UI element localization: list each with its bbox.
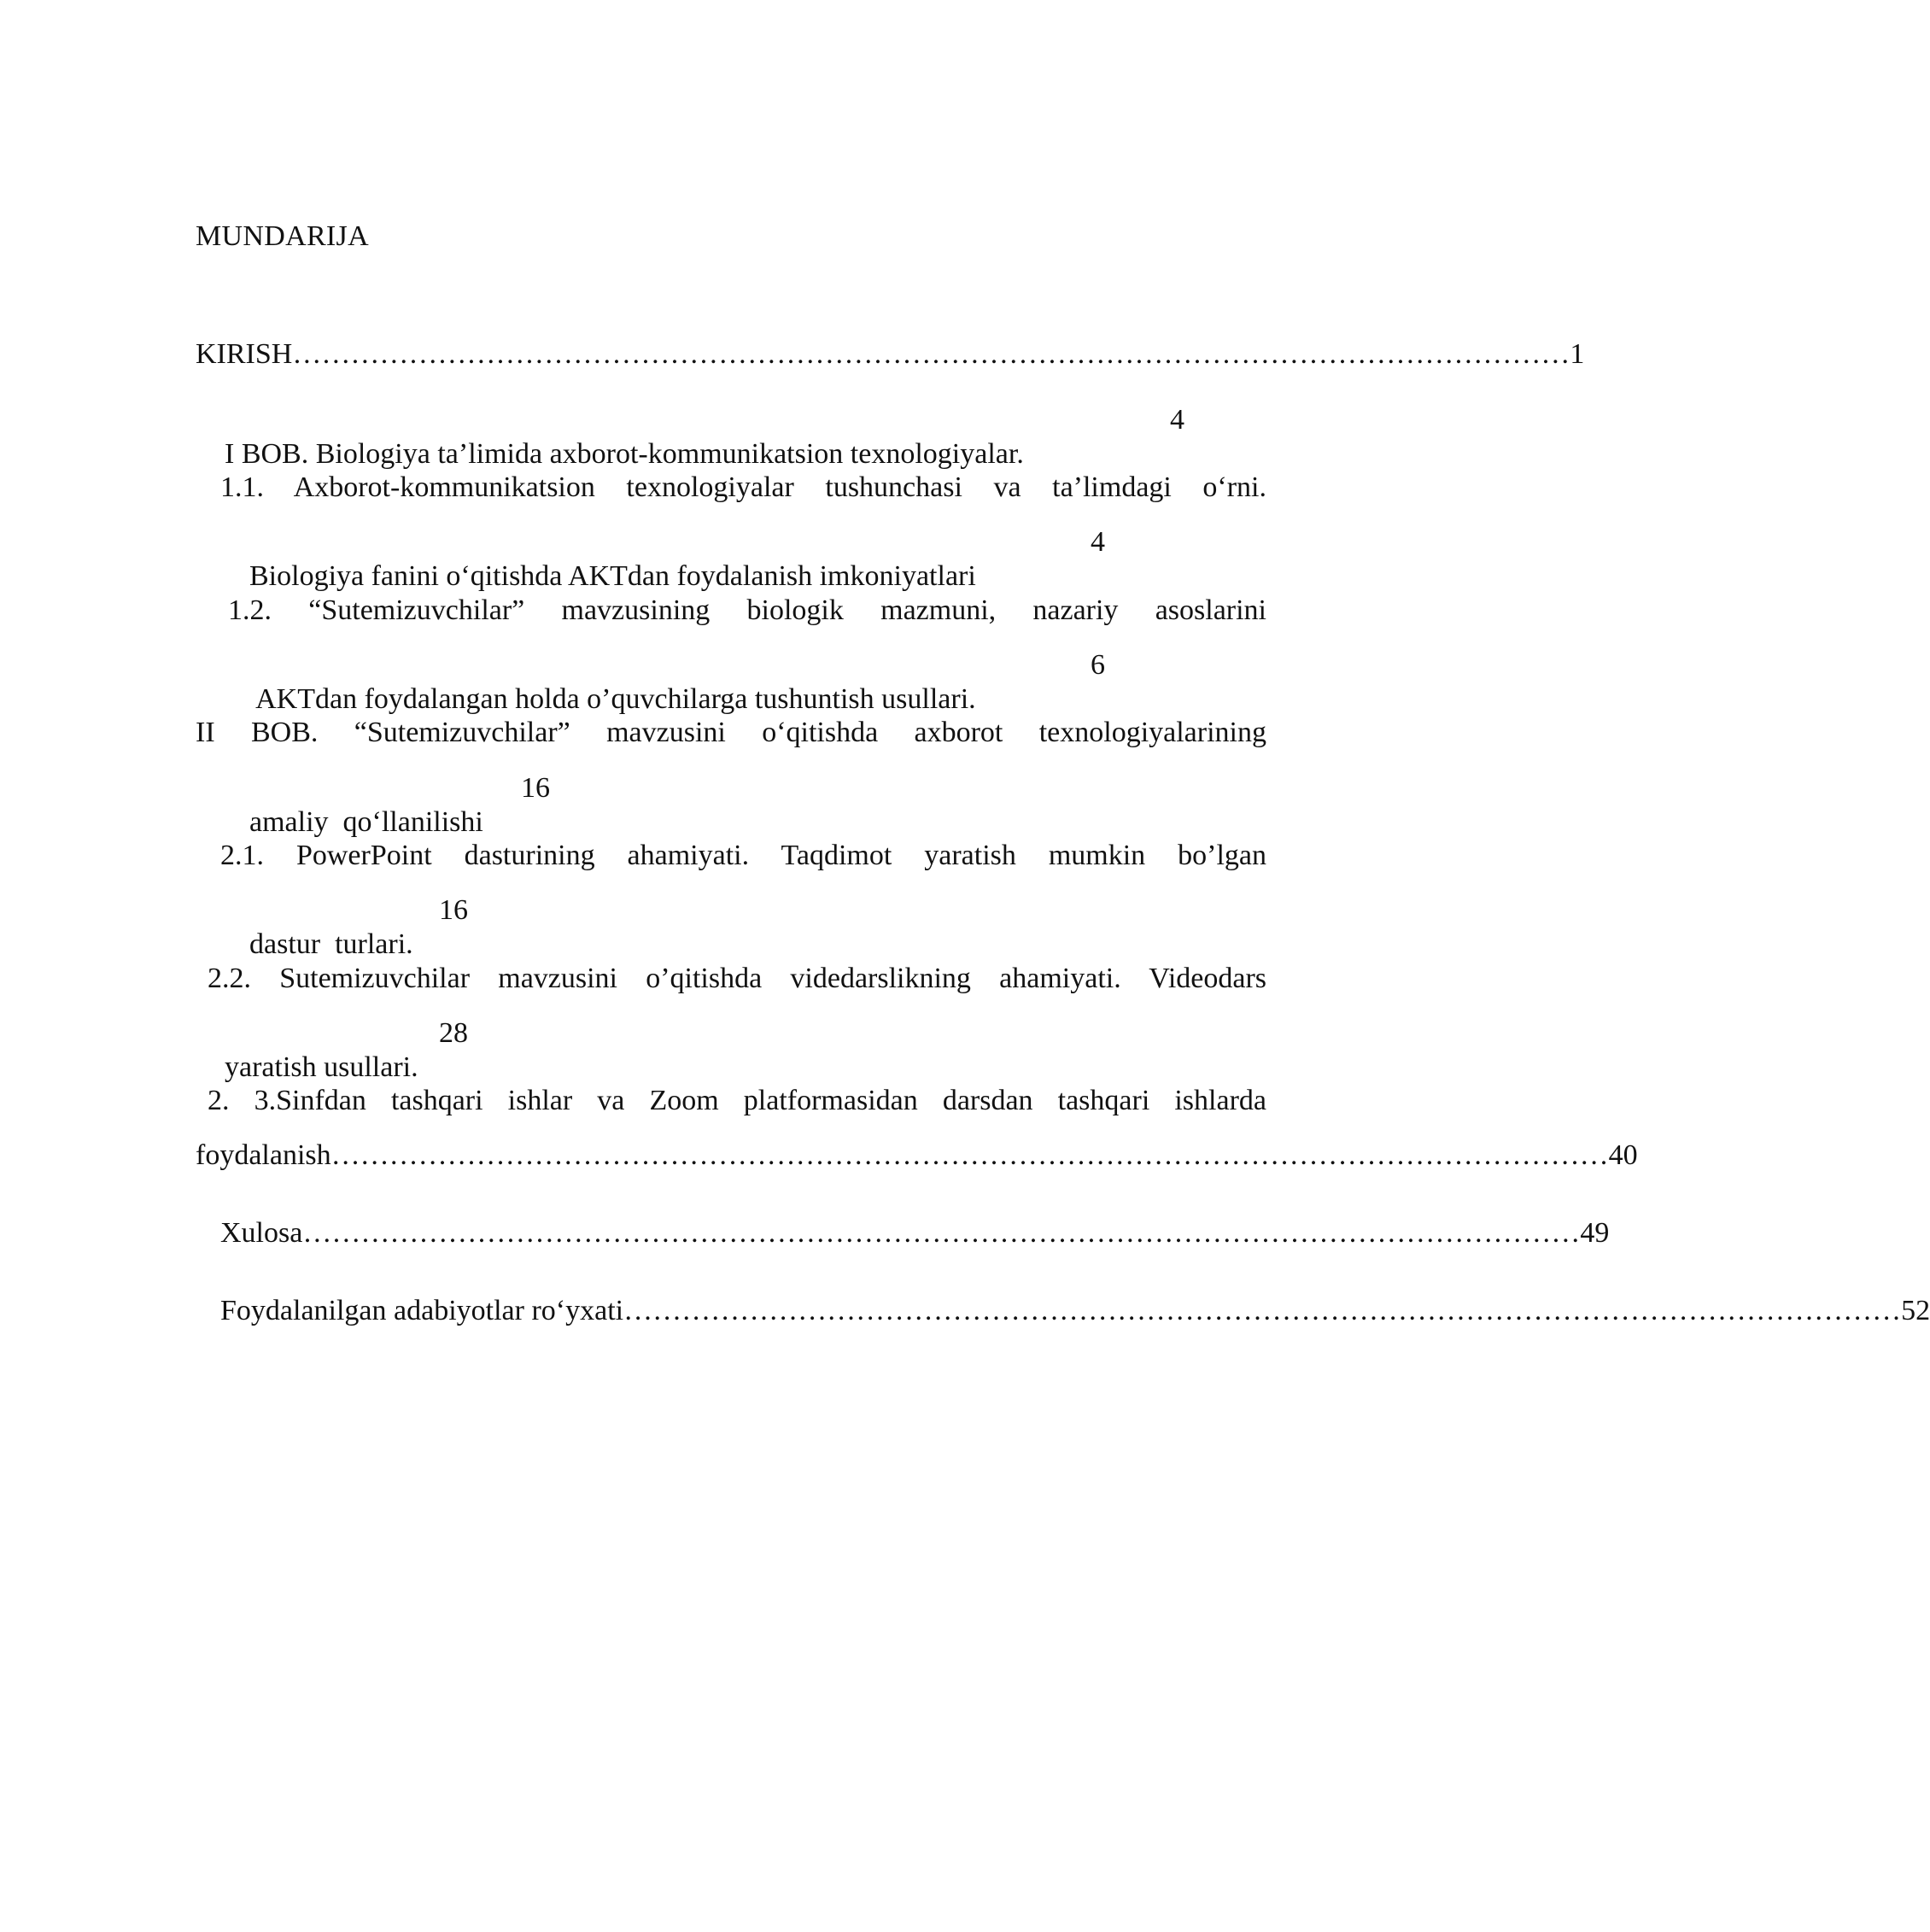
toc-page-number: 4 <box>1091 526 1105 558</box>
toc-entry-2-2-line1: 2.2. Sutemizuvchilar mavzusini o’qitishda videdarslikning ahamiyati. Videodars <box>208 963 1266 994</box>
dot-leader: …………………………………………………………………………………………………………………… <box>292 338 1570 370</box>
dot-leader: …………………………………………………………………………………………………………………… <box>623 1295 1902 1326</box>
toc-entry-2-1-line1: 2.1. PowerPoint dasturining ahamiyati. Taqdimot yaratish mumkin bo’lgan <box>220 840 1266 871</box>
toc-page-number: 28 <box>439 1017 468 1049</box>
toc-label: I BOB. Biologiya ta’limida axborot-kommunikatsion texnologiyalar. <box>225 438 1024 470</box>
toc-label: Xulosa <box>220 1217 303 1249</box>
toc-label: Biologiya fanini o‘qitishda AKTdan foydalanish imkoniyatlari <box>249 560 976 592</box>
toc-page-number: 16 <box>521 772 550 804</box>
toc-entry-1-2-line1: 1.2. “Sutemizuvchilar” mavzusining biologik mazmuni, nazariy asoslarini <box>228 594 1266 626</box>
toc-page-number: 16 <box>439 894 468 926</box>
toc-entry-2-3-line2 <box>196 1139 1638 1173</box>
dot-leader: …………………………………………………………………………………………………………………… <box>330 1139 1609 1171</box>
toc-label: AKTdan foydalangan holda o’quvchilarga tushuntish usullari. <box>255 683 976 715</box>
toc-page-number: 6 <box>1091 649 1105 681</box>
toc-entry-1-1-line1: 1.1. Axborot-kommunikatsion texnologiyalar tushunchasi va ta’limdagi o‘rni. <box>220 471 1266 503</box>
toc-page-number: 40 <box>1608 1139 1638 1171</box>
toc-label: foydalanish <box>196 1139 331 1171</box>
toc-label: yaratish usullari. <box>225 1051 418 1083</box>
dot-leader: …………………………………………………………………………………………………………………… <box>302 1217 1581 1249</box>
toc-page-number: 4 <box>1170 404 1184 436</box>
toc-label: Foydalanilgan adabiyotlar ro‘yxati <box>220 1295 624 1326</box>
toc-entry-bob2-line1: II BOB. “Sutemizuvchilar” mavzusini o‘qitishda axborot texnologiyalarining <box>196 717 1266 748</box>
toc-entry-kirish <box>196 337 1585 372</box>
toc-entry-2-3-line1: 2. 3.Sinfdan tashqari ishlar va Zoom platformasidan darsdan tashqari ishlarda <box>208 1085 1266 1116</box>
toc-entry-xulosa <box>220 1216 1610 1250</box>
toc-label: dastur turlari. <box>249 928 413 960</box>
toc-entry-adabiyotlar <box>220 1294 1930 1328</box>
toc-page-number: 52 <box>1901 1295 1930 1326</box>
page-title: MUNDARIJA <box>196 220 369 252</box>
toc-page-number: 49 <box>1580 1217 1610 1249</box>
toc-label: amaliy qo‘llanilishi <box>249 806 483 838</box>
toc-page-number: 1 <box>1570 338 1585 370</box>
toc-label: KIRISH <box>196 338 293 370</box>
